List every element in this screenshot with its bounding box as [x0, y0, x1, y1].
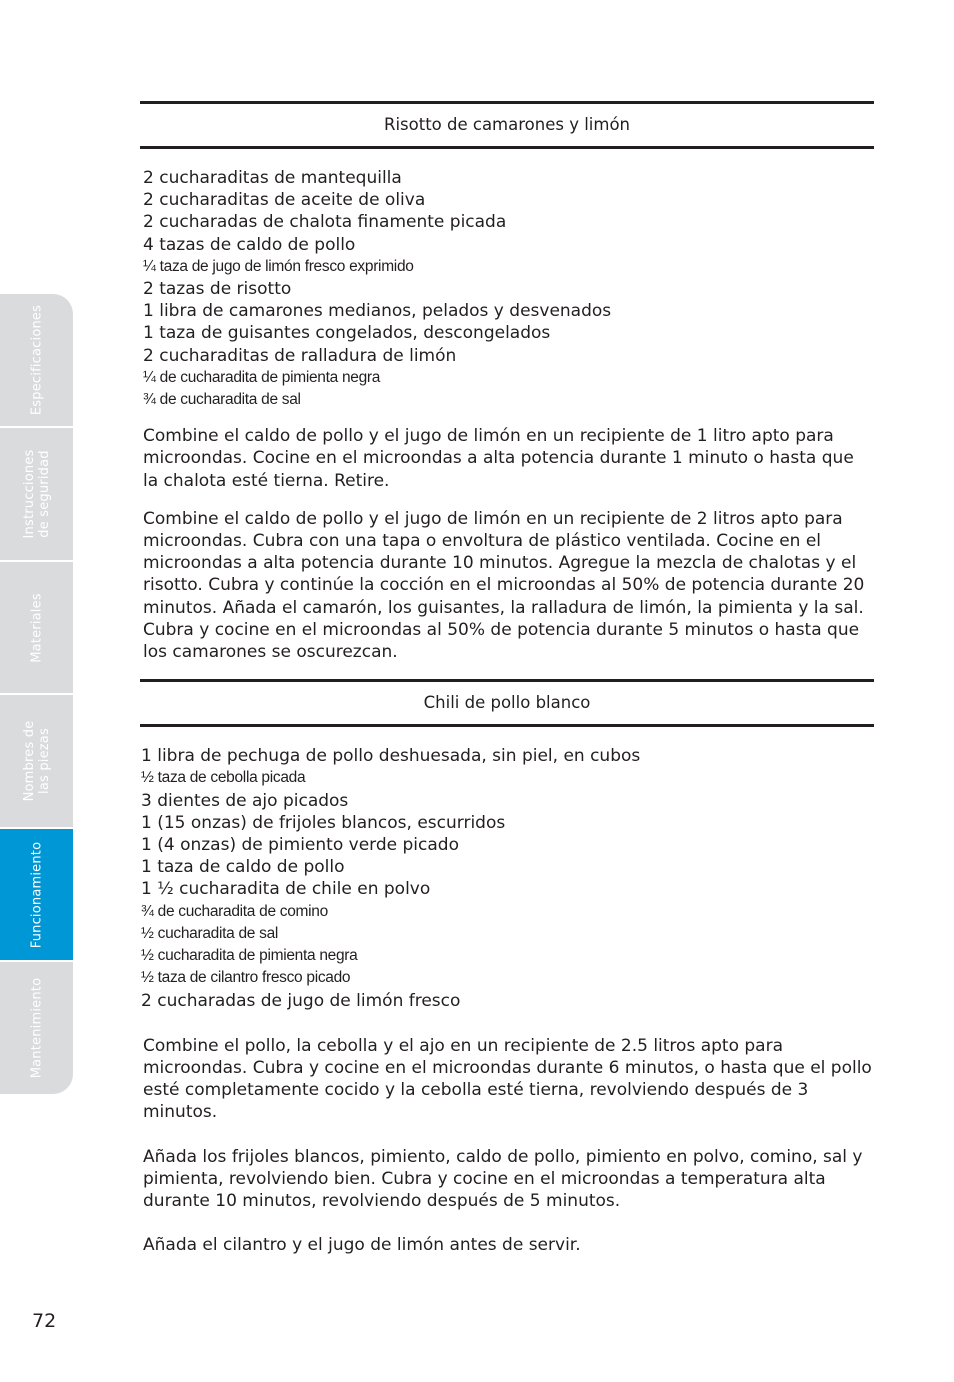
- ingredient-item: 2 tazas de risotto: [143, 279, 292, 300]
- ingredient-item: 2 cucharaditas de ralladura de limón: [143, 345, 457, 366]
- ingredient-item: ¼ taza de jugo de limón fresco exprimido: [143, 257, 414, 275]
- ingredient-item: ¾ de cucharadita de sal: [143, 391, 301, 409]
- ingredient-item: ½ cucharadita de sal: [141, 924, 279, 942]
- instruction-paragraph: Añada el cilantro y el jugo de limón antes de servir.: [143, 1235, 581, 1256]
- instruction-paragraph: Combine el caldo de pollo y el jugo de limón en un recipiente de 1 litro apto para microondas. Cocine en el microondas a alta potencia durante 1 minuto o hasta que la chalota esté tierna. Retire.: [143, 426, 854, 491]
- tab-materiales[interactable]: [0, 562, 73, 693]
- tab-funcionamiento[interactable]: [0, 829, 73, 960]
- page-number: 72: [32, 1310, 57, 1332]
- ingredient-item: 1 ½ cucharadita de chile en polvo: [141, 879, 431, 900]
- recipe-title: Chili de pollo blanco: [423, 693, 591, 713]
- tab-label: Instrucciones de seguridad: [22, 449, 52, 539]
- ingredient-item: 1 taza de caldo de pollo: [141, 857, 345, 878]
- page-content: [140, 101, 874, 1256]
- ingredient-item: 2 cucharaditas de mantequilla: [143, 168, 402, 188]
- ingredient-list: [143, 167, 874, 411]
- ingredient-item: 2 cucharadas de chalota finamente picada: [143, 212, 507, 233]
- ingredient-item: 1 taza de guisantes congelados, descongelados: [143, 323, 551, 344]
- ingredient-item: 2 cucharadas de jugo de limón fresco: [141, 990, 461, 1011]
- tab-label: Funcionamiento: [29, 841, 45, 948]
- title-rule-bottom: [140, 724, 874, 727]
- instruction-paragraph: Añada los frijoles blancos, pimiento, caldo de pollo, pimiento en polvo, comino, sal y pimienta, revolviendo bien. Cubra y cocine en el microondas a temperatura alta durante 10 minutos, revolviendo después de 5 minutos.: [143, 1146, 863, 1211]
- ingredient-item: ½ taza de cilantro fresco picado: [141, 969, 351, 987]
- tab-label: Mantenimiento: [29, 977, 45, 1079]
- section-sidebar: [0, 294, 73, 1094]
- tab-instrucciones-de-seguridad[interactable]: [0, 428, 73, 560]
- ingredient-item: ¼ de cucharadita de pimienta negra: [143, 368, 381, 386]
- instruction-paragraph: Combine el caldo de pollo y el jugo de limón en un recipiente de 2 litros apto para microondas. Cubra con una tapa o envoltura de plástico ventilada. Cocine en el microondas a alta potencia durante 10 minutos. Agregue la mezcla de chalotas y el risotto. Cubra y continúe la cocción en el microondas al 50% de potencia durante 20 minutos. Añada el camarón, los guisantes, la ralladura de limón, la pimienta y la sal. Cubra y cocine en el microondas al 50% de potencia durante 5 minutos o hasta que los camarones se oscurezcan.: [143, 508, 865, 663]
- tab-especificaciones[interactable]: [0, 294, 73, 426]
- ingredient-item: 2 cucharaditas de aceite de oliva: [143, 190, 426, 211]
- ingredient-item: 1 (15 onzas) de frijoles blancos, escurridos: [141, 812, 506, 833]
- tab-label: Especificaciones: [29, 304, 45, 416]
- ingredient-list: [141, 745, 874, 1011]
- title-rule-bottom: [140, 146, 874, 149]
- ingredient-item: ¾ de cucharadita de comino: [141, 902, 328, 920]
- ingredient-item: 4 tazas de caldo de pollo: [143, 234, 356, 255]
- ingredient-item: ½ taza de cebolla picada: [141, 769, 306, 787]
- tab-label: Materiales: [29, 592, 45, 663]
- ingredient-item: 1 libra de pechuga de pollo deshuesada, sin piel, en cubos: [141, 746, 641, 767]
- ingredient-item: ½ cucharadita de pimienta negra: [141, 947, 358, 965]
- ingredient-item: 1 libra de camarones medianos, pelados y desvenados: [143, 301, 612, 322]
- instruction-paragraph: Combine el pollo, la cebolla y el ajo en un recipiente de 2.5 litros apto para microondas. Cubra y cocine en el microondas durante 6 minutos, o hasta que el pollo esté completamente cocido y la cebolla esté tierna, revolviendo después de 3 minutos.: [143, 1035, 872, 1123]
- recipe-title: Risotto de camarones y limón: [383, 115, 631, 134]
- ingredient-item: 1 (4 onzas) de pimiento verde picado: [141, 835, 459, 856]
- tab-nombres-de-las-piezas[interactable]: [0, 695, 73, 827]
- tab-label: Nombres de las piezas: [22, 720, 52, 802]
- tab-mantenimiento[interactable]: [0, 962, 73, 1094]
- ingredient-item: 3 dientes de ajo picados: [141, 790, 349, 811]
